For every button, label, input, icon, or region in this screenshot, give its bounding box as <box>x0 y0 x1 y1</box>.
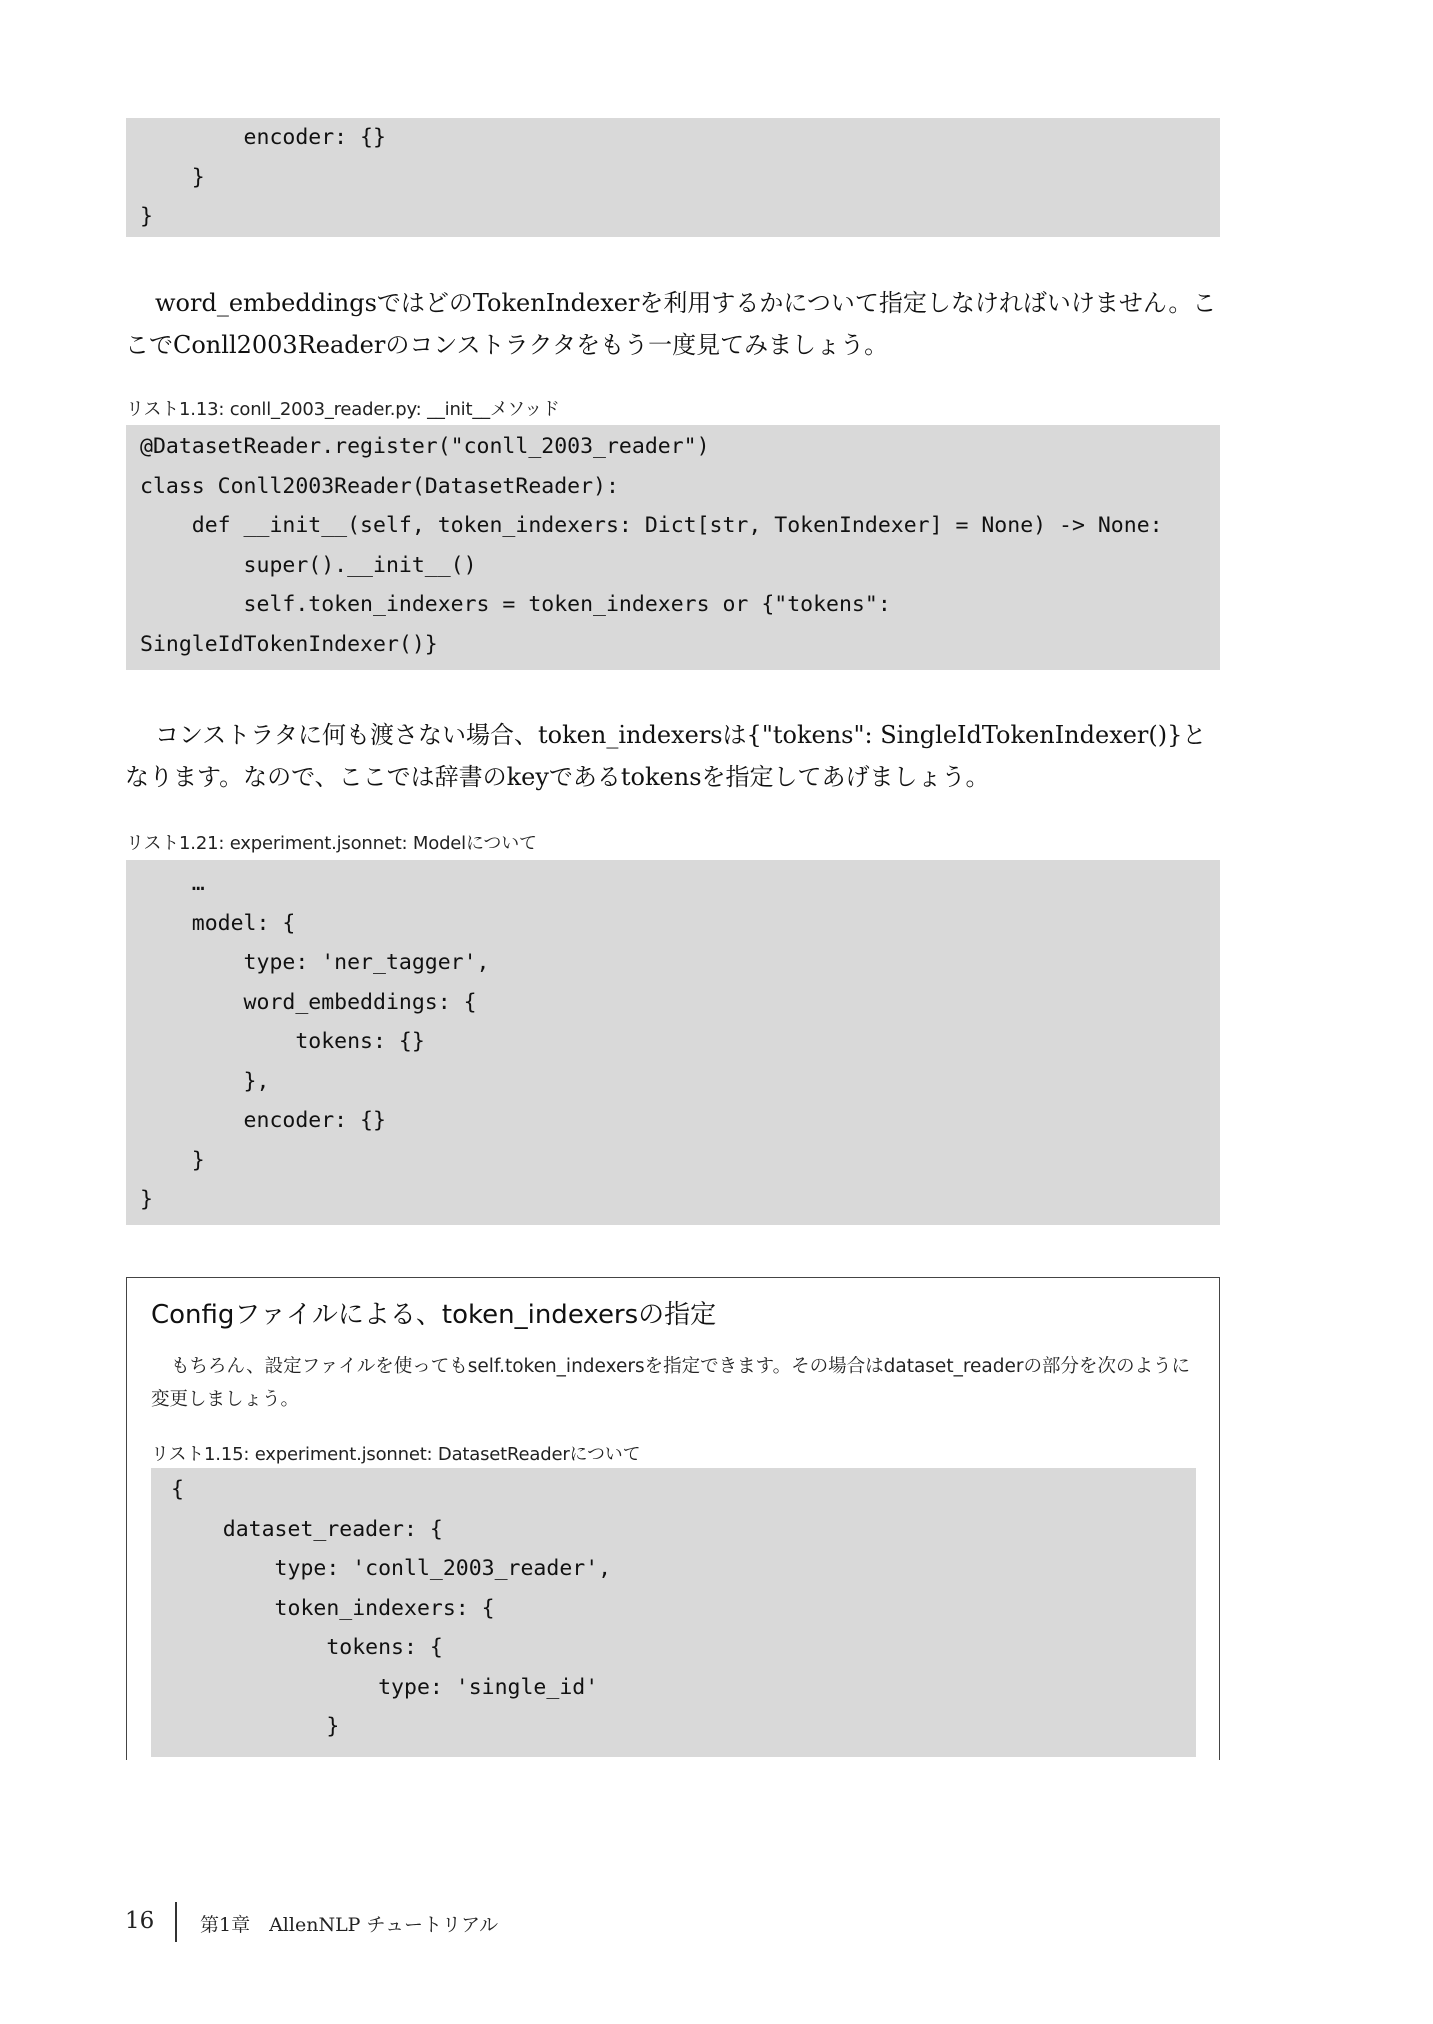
code-line: } <box>140 1147 205 1173</box>
code-line: } <box>171 1714 340 1739</box>
code-line: tokens: {} <box>140 1029 425 1054</box>
code-block-listing-2 <box>126 860 1220 1225</box>
footer-divider <box>175 1902 177 1942</box>
code-line: word_embeddings: { <box>140 989 477 1015</box>
code-block-continuation <box>126 118 1220 237</box>
code-line: type: 'ner_tagger', <box>140 950 490 975</box>
code-line: tokens: { <box>171 1635 443 1660</box>
config-box-text: もちろん、設定ファイルを使ってもself.token_indexersを指定できます。その場合はdataset_readerの部分を次のように変更しましょう。 <box>151 1356 1190 1410</box>
paragraph-text: コンストラタに何も渡さない場合、token_indexersは{"tokens": SingleIdTokenIndexer()}となります。なので、ここでは辞書のkeyであるtokensを指定してあげましょう。 <box>125 721 1207 791</box>
code-line: encoder: {} <box>140 1108 386 1133</box>
code-line: class Conll2003Reader(DatasetReader): <box>140 473 619 499</box>
listing-caption-2: リスト1.21: experiment.jsonnet: Modelについて <box>126 833 537 854</box>
body-paragraph-2 <box>125 714 1220 798</box>
code-line: } <box>140 1187 153 1212</box>
code-line: dataset_reader: { <box>171 1516 443 1542</box>
code-lines <box>140 425 1206 664</box>
paragraph-text: word_embeddingsではどのTokenIndexerを利用するかについて指定しなければいけません。ここでConll2003Readerのコンストラクタをもう一度見てみましょう。 <box>125 289 1217 359</box>
body-paragraph-1 <box>125 282 1220 366</box>
code-line: { <box>171 1477 184 1502</box>
page-number: 16 <box>125 1908 155 1934</box>
listing-caption-1: リスト1.13: conll_2003_reader.py: __init__メソッド <box>126 399 560 420</box>
code-line: } <box>140 204 153 229</box>
config-box-paragraph <box>151 1350 1196 1416</box>
config-box-title: Configファイルによる、token_indexersの指定 <box>151 1300 717 1330</box>
listing-caption-3: リスト1.15: experiment.jsonnet: DatasetReaderについて <box>151 1444 641 1465</box>
code-lines <box>140 860 1206 1220</box>
code-line: def __init__(self, token_indexers: Dict[str, TokenIndexer] = None) -> None: <box>140 513 1163 538</box>
code-line: super().__init__() <box>140 552 477 578</box>
code-line: SingleIdTokenIndexer()} <box>140 631 438 657</box>
code-line: model: { <box>140 910 296 936</box>
code-line: self.token_indexers = token_indexers or {"tokens": <box>140 592 891 617</box>
code-line: type: 'single_id' <box>171 1674 599 1700</box>
code-line: @DatasetReader.register("conll_2003_reader") <box>140 434 710 459</box>
code-line: } <box>140 164 205 190</box>
code-line: type: 'conll_2003_reader', <box>171 1556 612 1581</box>
code-lines <box>140 118 1206 237</box>
code-line: … <box>140 871 205 896</box>
code-block-listing-3 <box>151 1468 1196 1757</box>
code-line: }, <box>140 1068 270 1094</box>
code-line: token_indexers: { <box>171 1595 495 1621</box>
code-block-listing-1 <box>126 425 1220 670</box>
code-line: encoder: {} <box>140 125 386 150</box>
chapter-title: 第1章 AllenNLP チュートリアル <box>200 1914 499 1936</box>
code-lines <box>171 1468 1182 1747</box>
